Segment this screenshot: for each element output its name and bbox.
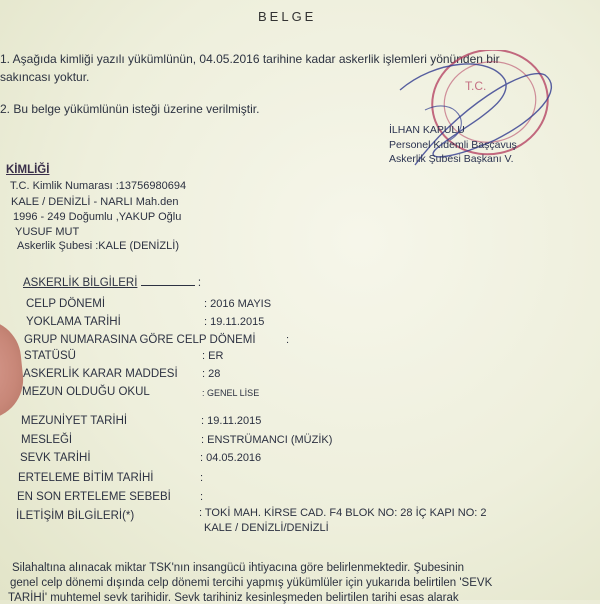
row-value-statusu: : ER — [202, 350, 224, 362]
row-label-iletisim: İLETİŞİM BİLGİLERİ(*) — [16, 510, 135, 522]
row-value-mezun-okul: : GENEL LİSE — [202, 388, 260, 398]
footer-line-3: TARİHİ' muhtemel sevk tarihidir. Sevk tarihiniz kesinleşmeden belirtilen tarihi esas alarak — [8, 592, 459, 604]
row-label-erteleme-bitim: ERTELEME BİTİM TARİHİ — [18, 472, 154, 484]
address-line-2: KALE / DENİZLİ/DENİZLİ — [204, 522, 329, 534]
heading-underline — [141, 285, 195, 286]
row-label-grup-celp-donemi: GRUP NUMARASINA GÖRE CELP DÖNEMİ — [24, 334, 256, 346]
signatory-title-2: Askerlik Şubesi Başkanı V. — [389, 153, 514, 165]
military-heading-colon: : — [197, 277, 202, 289]
row-label-meslegi: MESLEĞİ — [21, 434, 73, 446]
row-value-sevk-tarihi: : 04.05.2016 — [200, 452, 262, 464]
row-value-meslegi: : ENSTRÜMANCI (MÜZİK) — [201, 434, 333, 446]
identity-line: 1996 - 249 Doğumlu ,YAKUP Oğlu — [13, 211, 182, 223]
row-label-mezuniyet-tarihi: MEZUNİYET TARİHİ — [21, 415, 128, 427]
military-heading-text: ASKERLİK BİLGİLERİ — [23, 277, 138, 289]
document-title: BELGE — [258, 9, 317, 24]
identity-line: Askerlik Şubesi :KALE (DENİZLİ) — [17, 240, 179, 252]
row-value-erteleme-sebebi: : — [200, 491, 204, 503]
identity-line: YUSUF MUT — [15, 226, 80, 238]
military-heading — [23, 277, 201, 289]
identity-line: KALE / DENİZLİ - NARLI Mah.den — [11, 196, 179, 208]
row-value-celp-donemi: : 2016 MAYIS — [204, 298, 272, 310]
row-value-grup-celp-donemi: : — [286, 334, 290, 346]
row-label-karar-maddesi: ASKERLİK KARAR MADDESİ — [23, 368, 178, 380]
row-value-iletisim: : TOKİ MAH. KİRSE CAD. F4 BLOK NO: 28 İÇ KAPI NO: 2 — [199, 507, 487, 519]
row-label-sevk-tarihi: SEVK TARİHİ — [20, 452, 91, 464]
row-value-yoklama-tarihi: : 19.11.2015 — [204, 316, 265, 328]
stamp-text: T.C. — [465, 79, 487, 93]
row-label-celp-donemi: CELP DÖNEMİ — [26, 298, 106, 310]
identity-line: T.C. Kimlik Numarası :13756980694 — [10, 180, 187, 192]
row-label-yoklama-tarihi: YOKLAMA TARİHİ — [26, 316, 121, 328]
row-label-statusu: STATÜSÜ — [24, 350, 76, 362]
row-value-karar-maddesi: : 28 — [202, 368, 221, 380]
footer-line-2: genel celp dönemi dışında celp dönemi tercihi yapmış yükümlüler için yukarıda belirtilen 'SEVK — [10, 577, 493, 589]
row-value-erteleme-bitim: : — [200, 472, 204, 484]
signatory-name: İLHAN KAPULU — [389, 124, 465, 136]
row-value-mezuniyet-tarihi: : 19.11.2015 — [201, 415, 262, 427]
clause-1-line-2: sakıncası yoktur. — [0, 70, 90, 84]
signatory-title-1: Personel Kıdemli Başçavuş — [389, 139, 517, 151]
clause-1-line-1: 1. Aşağıda kimliği yazılı yükümlünün, 04.05.2016 tarihine kadar askerlik işlemleri yönünden bir — [0, 52, 500, 66]
row-label-erteleme-sebebi: EN SON ERTELEME SEBEBİ — [17, 491, 171, 503]
clause-2: 2. Bu belge yükümlünün isteği üzerine verilmiştir. — [0, 102, 260, 116]
footer-line-1: Silahaltına alınacak miktar TSK'nın insangücü ihtiyacına göre belirlenmektedir. Şubesinin — [12, 562, 465, 574]
row-label-mezun-okul: MEZUN OLDUĞU OKUL — [22, 386, 150, 398]
identity-heading: KİMLİĞİ — [6, 164, 50, 176]
